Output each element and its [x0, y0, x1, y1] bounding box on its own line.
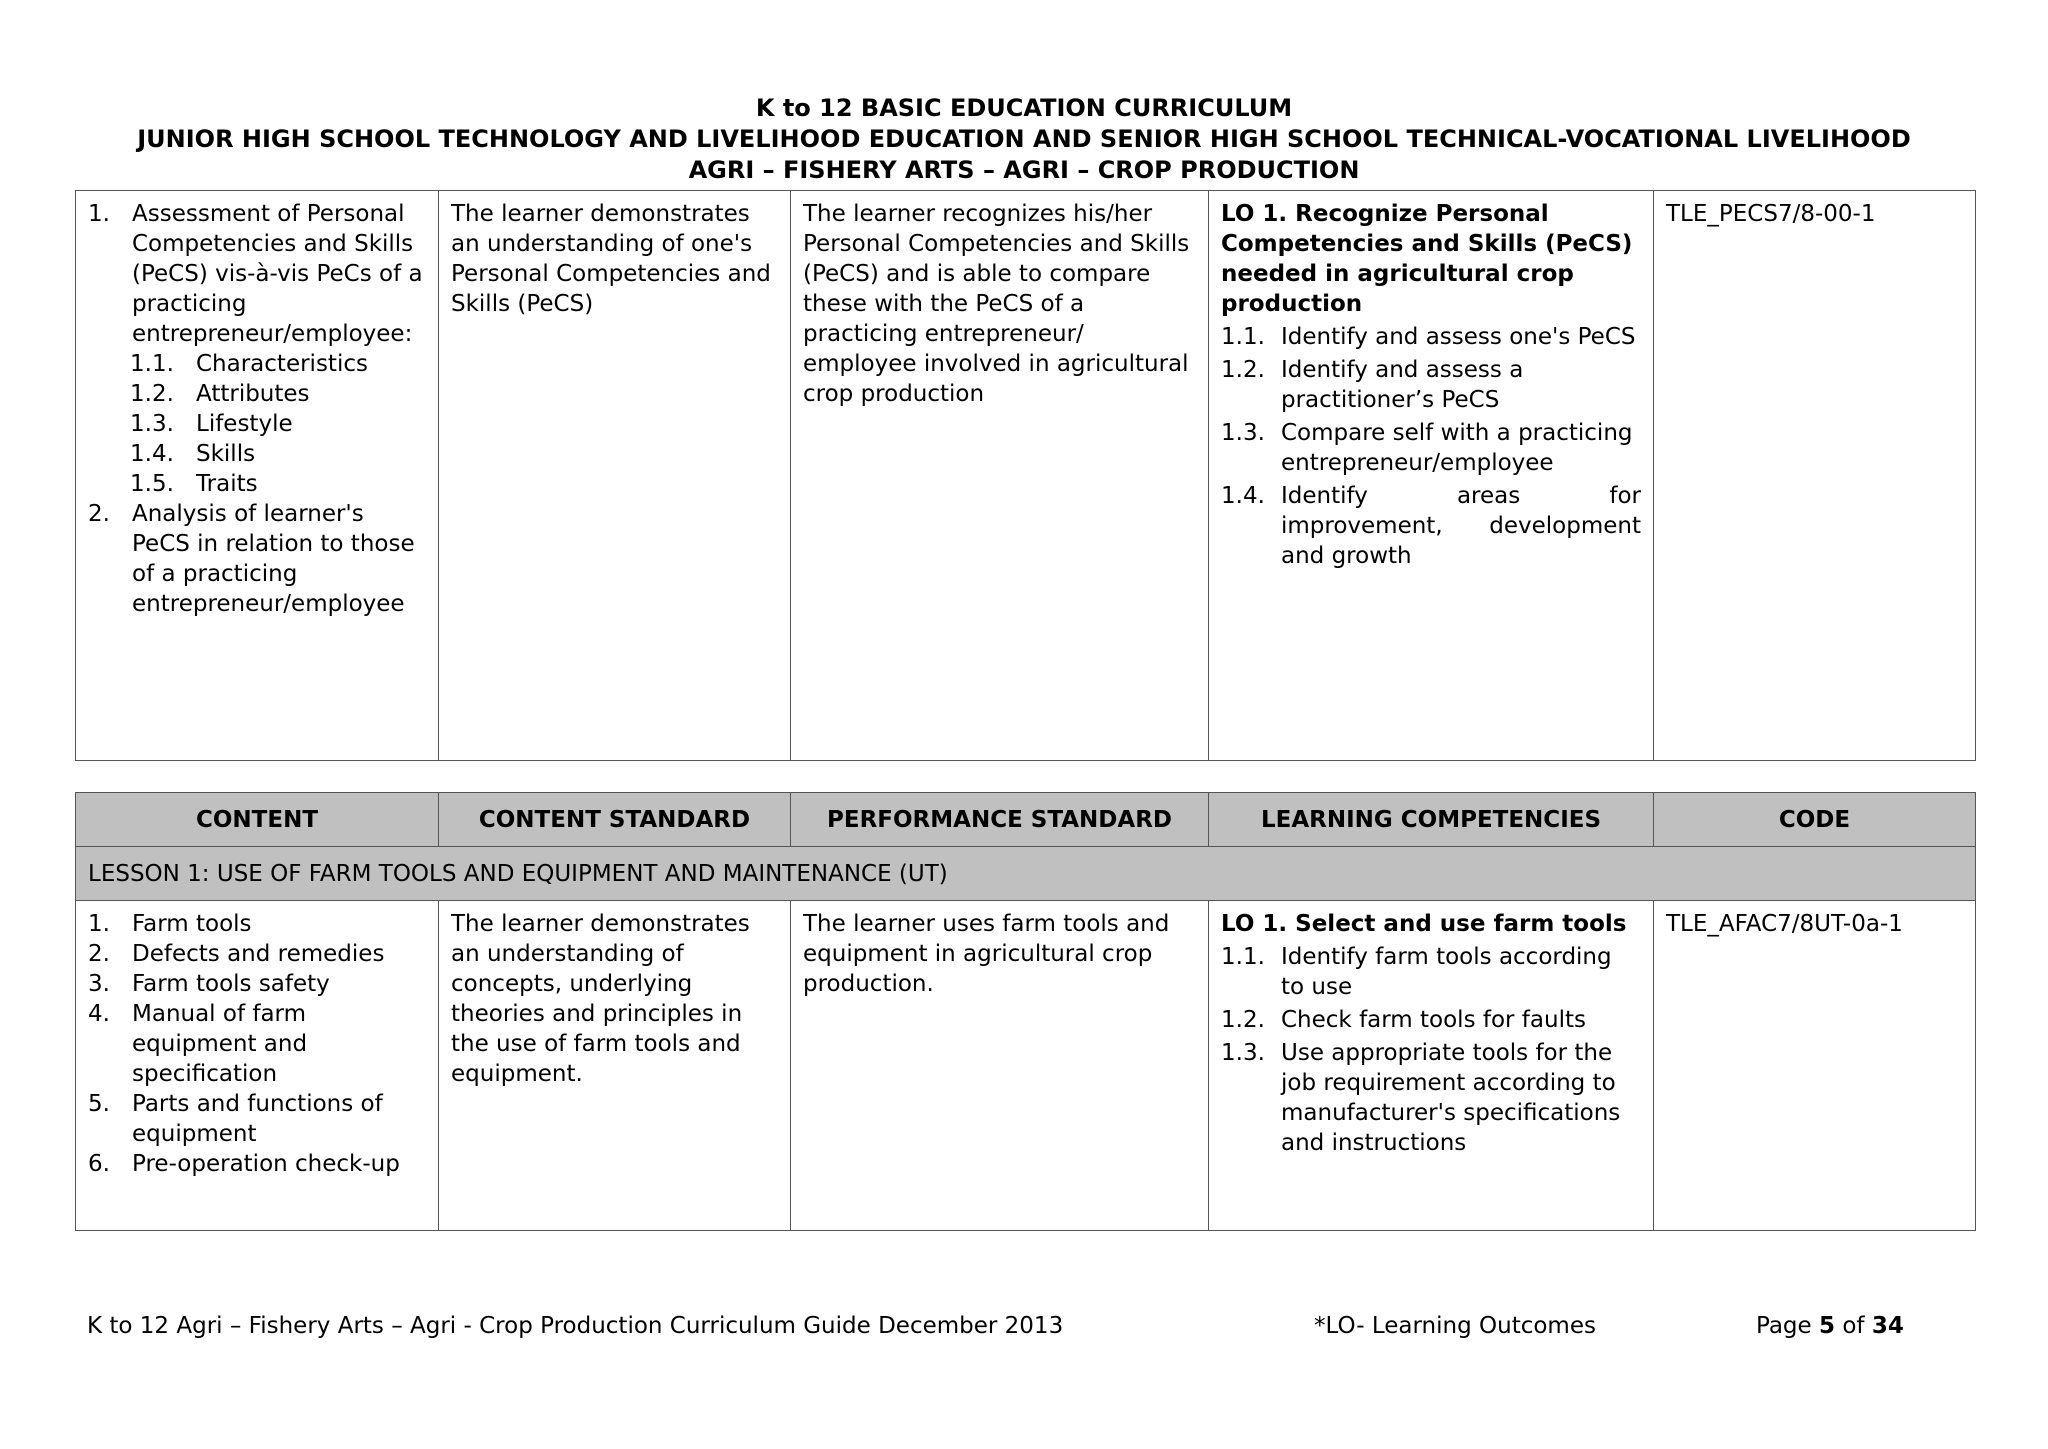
list-item: 2. Analysis of learner's PeCS in relation to those of a practicing entrepreneur/employee [88, 501, 415, 617]
learning-competencies-cell [1209, 901, 1654, 1231]
list-item: 1. Assessment of Personal Competencies and Skills (PeCS) vis-à-vis PeCs of a practicing entrepreneur/employee: [88, 201, 423, 347]
table-header-row [76, 793, 1976, 847]
curriculum-table-lesson-1 [75, 792, 1976, 1231]
code-cell: TLE_AFAC7/8UT-0a-1 [1654, 901, 1976, 1231]
footer-note: *LO- Learning Outcomes [1314, 1313, 1596, 1339]
list-item: 6. Pre-operation check-up [88, 1151, 400, 1177]
lesson-row [76, 847, 1976, 901]
column-header-content: CONTENT [76, 793, 439, 847]
list-item: 2. Defects and remedies [88, 941, 385, 967]
list-item: 1. Farm tools [88, 911, 252, 937]
footer-guide-title: K to 12 Agri – Fishery Arts – Agri - Crop Production Curriculum Guide December 2013 [87, 1313, 1064, 1339]
content-cell [76, 901, 439, 1231]
column-header-learning-competencies: LEARNING COMPETENCIES [1209, 793, 1654, 847]
list-item: 1.4. Identify areas for improvement, development and growth [1221, 483, 1641, 569]
list-item: 1.2. Check farm tools for faults [1221, 1007, 1586, 1033]
document-header [0, 93, 2048, 186]
column-header-code: CODE [1654, 793, 1976, 847]
lesson-title: LESSON 1: USE OF FARM TOOLS AND EQUIPMENT AND MAINTENANCE (UT) [76, 847, 1976, 901]
content-standard-cell: The learner demonstrates an understanding of one's Personal Competencies and Skills (PeCS) [439, 191, 791, 761]
performance-standard-cell: The learner recognizes his/her Personal Competencies and Skills (PeCS) and is able to compare these with the PeCS of a practicing entrepreneur/ employee involved in agricultural crop production [791, 191, 1209, 761]
list-item: 1.1. Identify and assess one's PeCS [1221, 324, 1636, 350]
code-cell: TLE_PECS7/8-00-1 [1654, 191, 1976, 761]
page-number: Page 5 of 34 [1756, 1313, 1904, 1339]
list-item: 1.1. Identify farm tools according to use [1221, 944, 1612, 1000]
list-item: 1.2. Attributes [130, 381, 310, 407]
column-header-content-standard: CONTENT STANDARD [439, 793, 791, 847]
list-item: 1.3. Use appropriate tools for the job requirement according to manufacturer's specifications and instructions [1221, 1040, 1621, 1156]
list-item: 1.1. Characteristics [130, 351, 368, 377]
curriculum-table-pecs [75, 190, 1976, 761]
list-item: 1.4. Skills [130, 441, 256, 467]
list-item: 1.2. Identify and assess a practitioner’s PeCS [1221, 357, 1524, 413]
list-item: 1.5. Traits [130, 471, 258, 497]
learning-outcome-title: LO 1. Recognize Personal Competencies and Skills (PeCS) needed in agricultural crop production [1221, 201, 1633, 317]
list-item: 4. Manual of farm equipment and specification [88, 1001, 308, 1087]
list-item: 5. Parts and functions of equipment [88, 1091, 383, 1147]
header-title: K to 12 BASIC EDUCATION CURRICULUM [755, 94, 1293, 122]
column-header-performance-standard: PERFORMANCE STANDARD [791, 793, 1209, 847]
table-row [76, 191, 1976, 761]
list-item: 1.3. Compare self with a practicing entrepreneur/employee [1221, 420, 1633, 476]
learning-competencies-cell [1209, 191, 1654, 761]
performance-standard-cell: The learner uses farm tools and equipment in agricultural crop production. [791, 901, 1209, 1231]
content-standard-cell: The learner demonstrates an understanding of concepts, underlying theories and principles in the use of farm tools and equipment. [439, 901, 791, 1231]
header-program: AGRI – FISHERY ARTS – AGRI – CROP PRODUCTION [688, 156, 1360, 184]
learning-outcome-title: LO 1. Select and use farm tools [1221, 911, 1627, 937]
list-item: 3. Farm tools safety [88, 971, 330, 997]
table-row [76, 901, 1976, 1231]
list-item: 1.3. Lifestyle [130, 411, 293, 437]
content-cell [76, 191, 439, 761]
header-subtitle: JUNIOR HIGH SCHOOL TECHNOLOGY AND LIVELIHOOD EDUCATION AND SENIOR HIGH SCHOOL TECHNICAL-VOCATIONAL LIVELIHOOD [137, 125, 1911, 153]
